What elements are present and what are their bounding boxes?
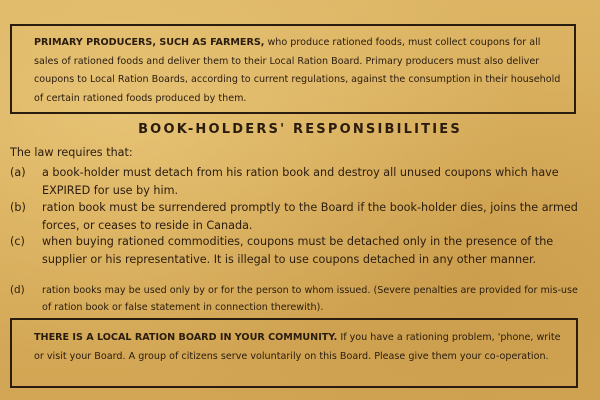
item-marker: (c): [10, 235, 25, 248]
responsibility-item-b: [10, 199, 585, 234]
local-board-body: If you have a rationing problem, 'phone, write or visit your Board. A group of citizens serve voluntarily on this Board. Please give them your co-operation.: [34, 332, 561, 362]
section-intro: The law requires that:: [10, 146, 133, 159]
primary-producers-notice: [10, 24, 576, 114]
item-text: ration books may be used only by or for the person to whom issued. (Severe penalties are provided for mis-use of ration book or false statement in connection therewith).: [42, 285, 578, 314]
item-marker: (d): [10, 284, 25, 296]
primary-producers-body: who produce rationed foods, must collect coupons for all sales of rationed foods and deliver them to their Local Ration Board. Primary producers must also deliver coupons to Local Ration Boards, according to current regulations, against the consumption in their household of certain rationed foods produced by them.: [34, 37, 561, 104]
item-marker: (a): [10, 166, 26, 179]
item-text: when buying rationed commodities, coupons must be detached only in the presence of the supplier or his representative. It is illegal to use coupons detached in any other manner.: [42, 235, 554, 266]
item-text: ration book must be surrendered promptly to the Board if the book-holder dies, joins the armed forces, or ceases to reside in Canada.: [42, 201, 578, 232]
local-ration-board-notice: [10, 318, 578, 388]
responsibility-item-a: [10, 164, 585, 199]
primary-producers-lead: PRIMARY PRODUCERS, SUCH AS FARMERS,: [34, 37, 265, 48]
local-board-lead: THERE IS A LOCAL RATION BOARD IN YOUR COMMUNITY.: [34, 332, 338, 343]
item-marker: (b): [10, 201, 26, 214]
section-heading: BOOK-HOLDERS' RESPONSIBILITIES: [138, 122, 462, 137]
responsibility-item-d: [10, 282, 585, 317]
responsibility-item-c: [10, 233, 585, 268]
item-text: a book-holder must detach from his ration book and destroy all unused coupons which have EXPIRED for use by him.: [42, 166, 559, 197]
